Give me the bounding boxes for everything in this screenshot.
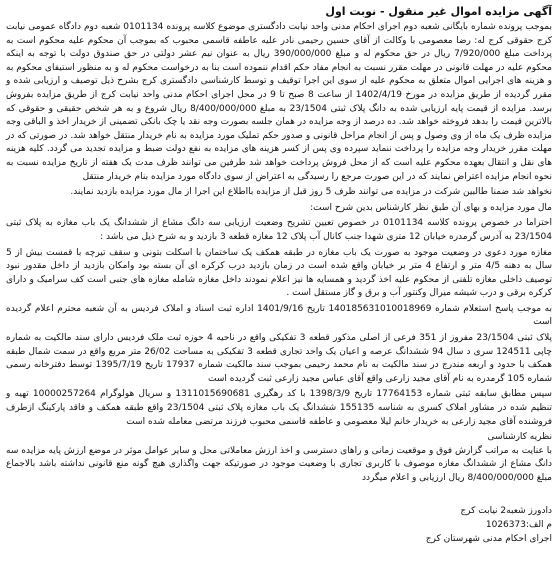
notice-paragraph-transaction: سپس مطابق سابقه ثبتی شماره 17764153 تاریخ 1398/3/9 با کد رهگیری 1311015690681 و سریال هولوگرام 10000257264 تهیه و تنظیم شده در مشاور املاک کسری به شناسه 155135 ششدانگ یک باب مغازه پلاک ثبتی 23/1504 واقع طبقه همکف و فاقد پارکینگ ازطرف فروشنده آقای مجید زارعی به خریدار خانم لیلا معصومی و عاطفه قاسمی محبوب فرزند مرتضی معامله شده است [6,389,553,427]
notice-paragraph-expert-opinion: با عنایت به مراتب گزارش فوق و موقعیت زمانی و راهای دسترسی و اخذ ارزش معاملاتی محل و سایر عوامل موثر در موضع ارزش پایه مزایده سه دانگ مشاع از ششدانگ مغازه موصوف با کاربری تجاری با وضعیت موجود در صورتیکه جهت واگذاری هیچ گونه منع قانونی نداشته باشد بالاجماع مبلغ 8/400/000/000 ریال ارزیابی و اعلام میگردد [6,445,552,483]
signature-line-officer: دادورز شعبه2 نیابت کرج [460,505,552,516]
notice-paragraph-shop-description: مغازه مورد دعوی در وضعیت موجود به صورت یک باب مغازه در طبقه همکف یک ساختمان با اسکلت بتونی و سقف تیرچه با قمست بیش از 5 سال به دهنه 4/5 متر و ارتفاع 4 متر بر خیابان واقع شده است در زمان بازدید درب کرکره ای آن بسته بود وامکان بازدید از داخل مقدور نبود توصیف داخلی مغازه تلفنی از محکوم علیه اخذ گردید و همسایه ها نیز اعلام نمودند داخل مغازه شامله مغازه های جنبی است کف سرامیک و دارای کرکره برقی و درب شیشه میرال وکنتور آب و برق و گاز مستقل است . [6,247,553,299]
signature-line-department: اجرای احکام مدنی شهرستان کرج [425,533,552,544]
signature-line-reference: م الف:1026373 [485,519,552,530]
notice-paragraph-asset-intro: مال مورد مزایده و بهای آن طبق نظر کارشناس بدین شرح است: [310,202,552,213]
notice-paragraph-registry-inquiry: به موجب پاسخ استعلام شماره 140185631010018969 تاریخ 1401/9/16 اداره ثبت اسناد و املاک فردیس به آن شعبه محترم اعلام گردیده است [6,303,552,328]
notice-paragraph-expert-request: احتراما در خصوص پرونده کلاسه 0101134 در خصوص تعیین تشریح وضعیت ارزیابی سه دانگ مشاع از ششدانگ یک باب مغازه به پلاک ثبتی 23/1504 به آدرس گرمدره خیابان 12 متری شهدا جنب کانال آب پلاک 12 مغازه قطعه 3 بازدید و به شرح ذیل می باشد : [6,218,552,242]
notice-paragraph-visit: نخواهد شد ضمنا طالبین شرکت در مزایده می توانند ظرف 5 روز قبل از مزایده بااطلاع این اجرا از مال مورد مزایده بازدید نمایند. [70,187,552,198]
notice-paragraph-main: بموجب پرونده شماره بایگانی شعبه دوم اجرای احکام مدنی واحد نیابت دادگستری موضوع کلاسه پرونده 0101134 شعبه دوم دادگاه عمومی نیابت کرج حقوقی کرج له: رضا معصومی با وکالت از آقای حسین رحیمی نادر علیه عاطفه قاسمی محبوب که بموجب آن محکوم علیه محکوم است به پرداخت مبلغ 7/920/000 ریال در حق محکوم له و مبلغ 390/000/000 ریال به عنوان نیم عشر دولتی در حق صندوق دولت با توجه به اینکه محکوم علیه در مهلت قانونی در مهلت مقرر نسبت به انجام مفاد حکم اقدام ننموده است بنا به درخواست محکوم له و به منظور استیفای محکوم به و هزینه های اجرایی اموال متعلق به محکوم علیه از سوی این اجرا توقیف و توسط کارشناسی دادگستری کرج بشرح ذیل توصیف و ارزیابی شده و مقرر گردیده از طریق مزایده در مورخ 1402/4/19 از ساعت 8 صبح تا 9 در محل اجرای احکام مدنی واحد نیابت کرج از طریق مزایده بفروش برسد. مزایده از قیمت پایه ارزیابی شده به دانگ پلاک ثبتی 23/1504 به مبلغ 8/400/000/000 ریال شروع و به هر شخص حقیقی و حقوقی که بالاترین قیمت را بدهد فروخته خواهد شد. ده درصد از وجه مزایده در همان جلسه بصورت وجه نقد یا چک بانکی تضمینی از خریدار اخذ و الباقی وجه مزایده ظرف یک ماه از وی وصول و پس از انجام مراحل قانونی و صدور حکم تملیک مورد مزایده به نام خریدار منتقل خواهد شد. در صورتی که در مهلت مقرر خریدار وجه مزایده را پرداخت ننماید سپرده وی پس از کسر هزینه های مزایده به نفع دولت ضبط و مزایده تجدید می گردد. کلیه هزینه های نقل و انتقال بعهده محکوم علیه است که از محل فروش پرداخت خواهد شد طرفین می توانند ظرف مدت یک هفته از تاریخ مزایده نسبت به نحوه انجام مزایده اعتراض نمایند که در این صورت مرجع را رسیدگی به اعتراض از سوی دادگاه مورد مزایده بنام خریدار منتقل [6,22,553,182]
notice-heading-expert-opinion: نظریه کارشناسی [487,432,552,443]
notice-paragraph-deed-details: پلاک ثبتی 23/1504 مفروز از 351 فرعی از اصلی مذکور قطعه 3 تفکیکی واقع در ناحیه 4 حوزه ثبت ملک فردیس دارای سند مالکیت به شماره چاپی 124511 سری د سال 94 ششدانگ عرصه و اعیان یک واحد تجاری قطعه 3 تفکیکی به مساحت 26/02 متر مربع واقع در سمت شمال طبقه همکف با حدود و اربعه مندرج در سند مالکیت به نام محمد رحیمی بموجب سند مالکیت شماره 17937 تاریخ 1395/7/19 توسط دفترخانه رسمی شماره 105 گرمدره به نام آقای مجید زارعی واقع آقای عباس مجید زارعی ثبت گردیده است [6,333,553,384]
notice-title: آگهی مزایده اموال غیر منقول - نوبت اول [325,5,552,18]
